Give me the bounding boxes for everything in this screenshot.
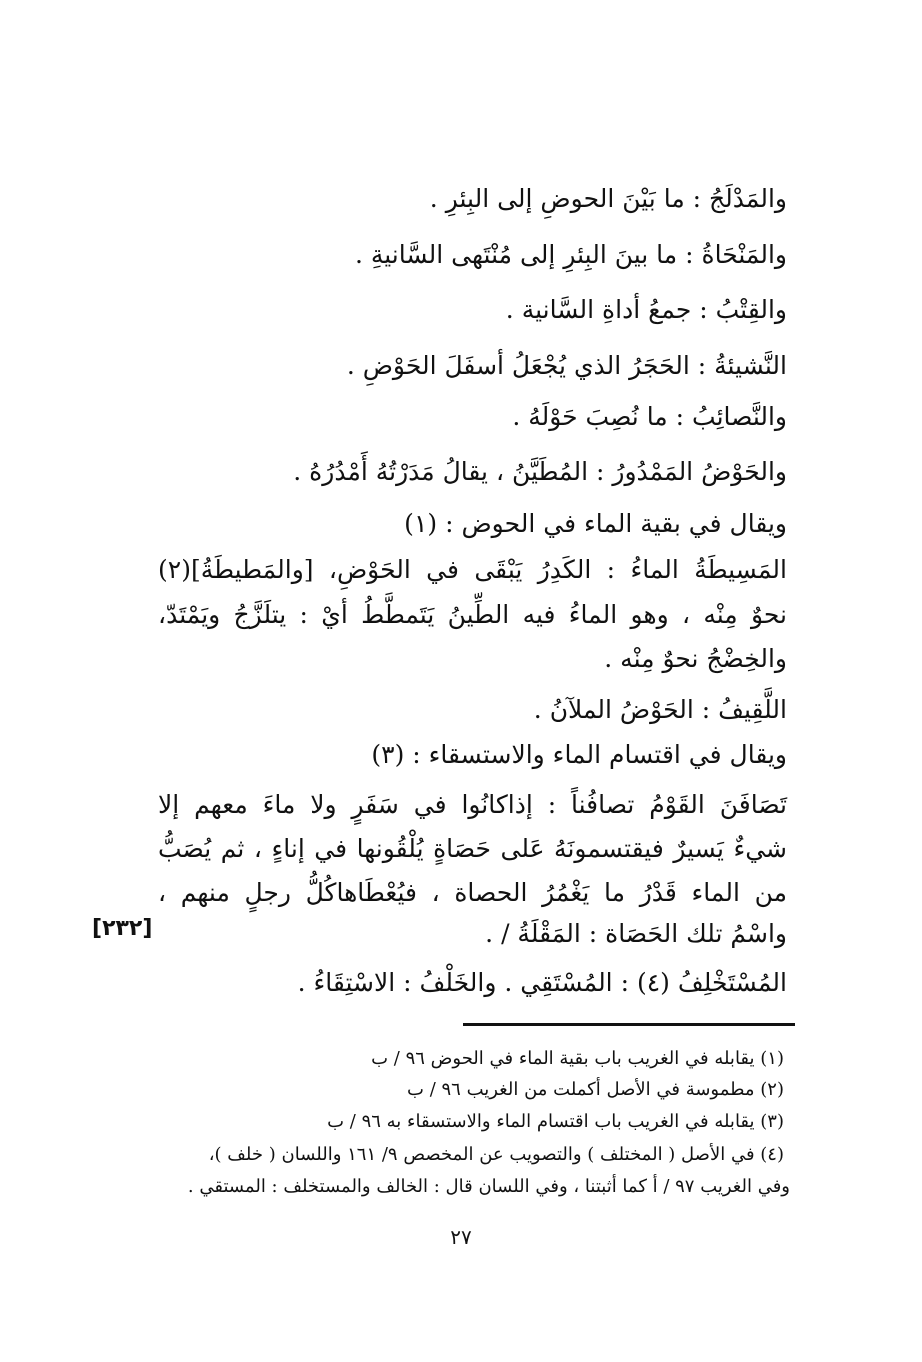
footnote: (١) يقابله في الغريب باب بقية الماء في الحوض ٩٦ / ب [371, 1048, 784, 1069]
body-line: اللَّقِيفُ : الحَوْضُ الملآنُ . [533, 695, 787, 724]
body-line: تَصَافَنَ القَوْمُ تصافُناً : إذاكانُوا في سَفَرٍ ولا ماءَ معهم إلا [158, 790, 787, 819]
body-line: واسْمُ تلك الحَصَاة : المَقْلَةُ / . [485, 919, 787, 948]
section-heading: ويقال في اقتسام الماء والاستسقاء : (٣) [371, 740, 787, 769]
manuscript-page-marker: [٢٣٢] [92, 916, 153, 941]
body-line: والقِتْبُ : جمعُ أداةِ السَّانية . [505, 295, 787, 324]
body-line: والمَنْحَاةُ : ما بينَ البِئرِ إلى مُنْتَهى السَّانيةِ . [354, 240, 787, 269]
body-line: والخِضْجُ نحوٌ مِنْه . [604, 644, 787, 673]
page-number: ٢٧ [450, 1225, 472, 1249]
footnote-rule [463, 1023, 795, 1026]
body-line: والمَدْلَجُ : ما بَيْنَ الحوضِ إلى البِئرِ . [429, 184, 787, 213]
footnote: (٢) مطموسة في الأصل أكملت من الغريب ٩٦ / ب [407, 1079, 784, 1100]
body-line: شيءٌ يَسيرٌ فيقتسمونَهُ عَلى حَصَاةٍ يُلْقُونها في إناءٍ ، ثم يُصَبُّ [158, 834, 787, 863]
footnote: وفي الغريب ٩٧ / أ كما أثبتنا ، وفي اللسان قال : الخالف والمستخلف : المستقي . [187, 1176, 790, 1197]
body-line: من الماء قَدْرُ ما يَغْمُرُ الحصاة ، فيُعْطَاهاكُلُّ رجلٍ منهم ، [158, 878, 787, 907]
body-line: نحوٌ مِنْه ، وهو الماءُ فيه الطِّينُ يَتَمطَّطُ أيْ : يتلَزَّجُ ويَمْتَدّ، [158, 600, 787, 629]
body-line: والحَوْضُ المَمْدُورُ : المُطَيَّنُ ، يقالُ مَدَرْتُهُ أَمْدُرُهُ . [293, 457, 787, 486]
body-line: المَسِيطَةُ الماءُ : الكَدِرُ يَبْقَى في الحَوْضِ، [والمَطيطَةُ](٢) [158, 555, 787, 584]
footnote: (٣) يقابله في الغريب باب اقتسام الماء والاستسقاء به ٩٦ / ب [327, 1111, 784, 1132]
section-heading: ويقال في بقية الماء في الحوض : (١) [404, 509, 787, 538]
body-line: والنَّصائِبُ : ما نُصِبَ حَوْلَهُ . [512, 402, 787, 431]
footnote: (٤) في الأصل ( المختلف ) والتصويب عن المخصص ٩/ ١٦١ واللسان ( خلف )، [208, 1144, 784, 1165]
body-line: النَّشيئةُ : الحَجَرُ الذي يُجْعَلُ أسفَلَ الحَوْضِ . [346, 351, 787, 380]
body-line: المُسْتَخْلِفُ (٤) : المُسْتَقِي . والخَلْفُ : الاسْتِقَاءُ . [297, 968, 787, 997]
